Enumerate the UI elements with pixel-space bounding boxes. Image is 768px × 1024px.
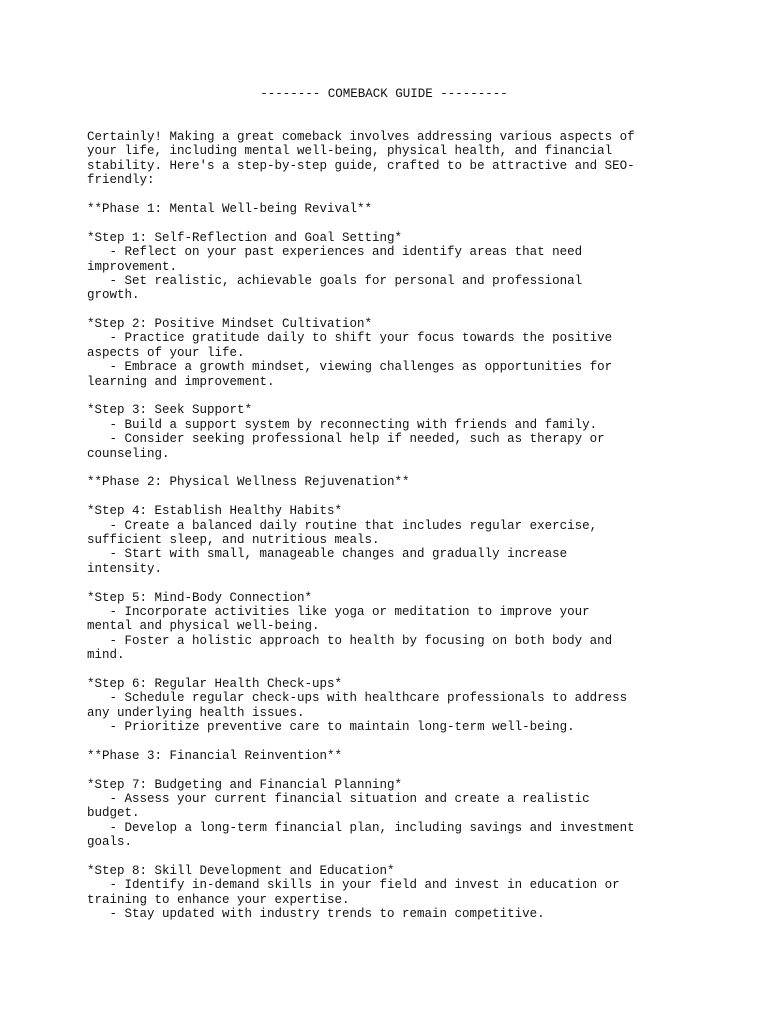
step-heading: *Step 8: Skill Development and Education* xyxy=(87,863,395,878)
phase-heading: **Phase 1: Mental Well-being Revival** xyxy=(87,201,373,216)
spacer xyxy=(87,850,687,864)
step-line: - Foster a holistic approach to health by focusing on both body and xyxy=(87,633,613,648)
step-line: - Start with small, manageable changes and gradually increase xyxy=(87,547,568,562)
step-line: - Prioritize preventive care to maintain long-term well-being. xyxy=(87,720,575,735)
step-heading: *Step 6: Regular Health Check-ups* xyxy=(87,676,343,691)
phase-heading: **Phase 3: Financial Reinvention** xyxy=(87,748,343,763)
step-heading: *Step 4: Establish Healthy Habits* xyxy=(87,504,343,519)
step-line: learning and improvement. xyxy=(87,374,275,389)
document-body xyxy=(87,130,687,921)
spacer xyxy=(87,389,687,403)
spacer xyxy=(87,763,687,777)
spacer xyxy=(87,662,687,676)
spacer xyxy=(87,216,687,230)
step-line: - Set realistic, achievable goals for personal and professional xyxy=(87,273,583,288)
step-line: any underlying health issues. xyxy=(87,705,305,720)
step-line: budget. xyxy=(87,806,140,821)
step-line: goals. xyxy=(87,835,133,850)
step-line: mind. xyxy=(87,648,125,663)
step-line: - Incorporate activities like yoga or meditation to improve your xyxy=(87,604,590,619)
spacer xyxy=(87,188,687,202)
phase-heading: **Phase 2: Physical Wellness Rejuvenation** xyxy=(87,475,410,490)
step-line: aspects of your life. xyxy=(87,345,245,360)
spacer xyxy=(87,461,687,475)
step-line: improvement. xyxy=(87,259,178,274)
step-line: - Assess your current financial situation and create a realistic xyxy=(87,791,590,806)
step-heading: *Step 3: Seek Support* xyxy=(87,403,253,418)
step-line: - Consider seeking professional help if needed, such as therapy or xyxy=(87,432,605,447)
spacer xyxy=(87,576,687,590)
step-heading: *Step 1: Self-Reflection and Goal Setting* xyxy=(87,230,403,245)
spacer xyxy=(87,303,687,317)
step-line: training to enhance your expertise. xyxy=(87,892,350,907)
step-line: counseling. xyxy=(87,446,170,461)
step-line: - Build a support system by reconnecting with friends and family. xyxy=(87,417,598,432)
step-line: - Develop a long-term financial plan, including savings and investment xyxy=(87,820,635,835)
step-line: - Embrace a growth mindset, viewing challenges as opportunities for xyxy=(87,360,613,375)
spacer xyxy=(87,734,687,748)
spacer xyxy=(87,490,687,504)
document-title: -------- COMEBACK GUIDE --------- xyxy=(260,87,508,101)
step-line: - Reflect on your past experiences and identify areas that need xyxy=(87,245,583,260)
step-heading: *Step 7: Budgeting and Financial Planning* xyxy=(87,777,403,792)
step-line: - Schedule regular check-ups with healthcare professionals to address xyxy=(87,691,628,706)
step-line: - Identify in-demand skills in your field and invest in education or xyxy=(87,878,620,893)
step-line: intensity. xyxy=(87,561,163,576)
step-line: growth. xyxy=(87,288,140,303)
intro-line: friendly: xyxy=(87,173,155,188)
intro-line: your life, including mental well-being, physical health, and financial xyxy=(87,144,613,159)
intro-line: Certainly! Making a great comeback involves addressing various aspects of xyxy=(87,130,635,144)
step-heading: *Step 2: Positive Mindset Cultivation* xyxy=(87,317,373,332)
step-line: sufficient sleep, and nutritious meals. xyxy=(87,532,380,547)
step-heading: *Step 5: Mind-Body Connection* xyxy=(87,590,313,605)
step-line: - Practice gratitude daily to shift your focus towards the positive xyxy=(87,331,613,346)
step-line: mental and physical well-being. xyxy=(87,619,320,634)
step-line: - Stay updated with industry trends to remain competitive. xyxy=(87,907,545,922)
intro-line: stability. Here's a step-by-step guide, crafted to be attractive and SEO- xyxy=(87,158,635,173)
step-line: - Create a balanced daily routine that includes regular exercise, xyxy=(87,518,598,533)
